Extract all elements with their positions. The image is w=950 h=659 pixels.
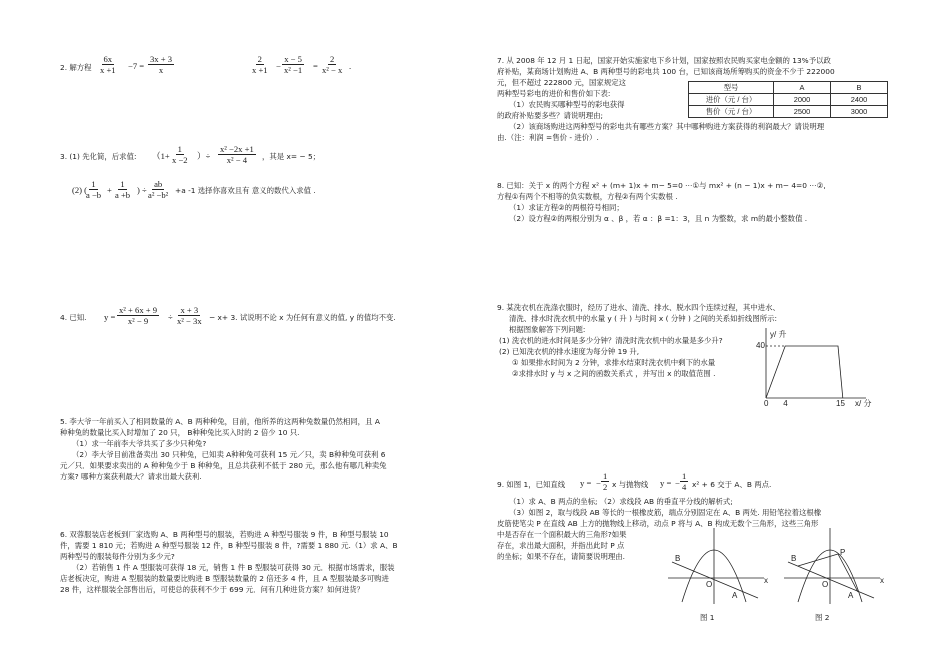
q8-line: 方程①有两个不相等的负实数根，方程②有两个实数根 . <box>497 192 678 201</box>
table-cell: 2400 <box>831 94 888 106</box>
q4-frac1: $\frac{\text{x² + 6x + 9}}{\text{x² − 9}}$ <box>119 305 158 326</box>
label-a: A <box>848 591 854 600</box>
q3-line1-frac2: $\frac{\text{x² −2x +1}}{\text{x² − 4}}$ <box>220 144 254 165</box>
q5-line: （2）李大爷目前准备卖出 30 只种兔，已知卖 A种种兔可获利 15 元／只，卖 B种种兔可获利 6 <box>72 450 386 459</box>
q3-line2-frac2: $\frac{1}{a +b}$ <box>115 179 131 200</box>
q3-line2-plus: + <box>107 185 112 195</box>
q7-line: （1）农民购买哪种型号的彩电获得 <box>509 100 625 109</box>
figure-2 <box>780 526 890 606</box>
label-o: O <box>706 580 713 589</box>
price-table <box>688 81 888 118</box>
segment-pa <box>838 554 858 592</box>
table-cell: 2000 <box>774 94 831 106</box>
q7-line: （2）该商场购进这两种型号的彩电共有哪些方案？其中哪种购进方案获得的利润最大？请说明理 <box>509 122 825 131</box>
q6-line: 6. 双蓉服装店老板到厂家选购 A、B 两种型号的服装，若购进 A 种型号服装 9 件，B 种型号服装 10 <box>60 530 389 539</box>
table-header-cell: B <box>831 82 888 94</box>
q7-line: 7. 从 2008 年 12 月 1 日起，国家开始实施家电下乡计划，国家按照农民购买家电金额的 13%予以政 <box>497 56 831 65</box>
q9w-line: 9. 某洗衣机在洗涤衣服时，经历了进水、清洗、排水、脱水四个连续过程，其中进水、 <box>497 303 780 312</box>
q8-line: 8. 已知：关于 x 的两个方程 x² + (m+ 1)x + m− 5=0 ⋯①与 mx² + (n − 1)x + m− 4=0 ⋯②, <box>497 181 826 190</box>
q9p-parab-frac: $\frac{1}{4}$ <box>682 471 687 492</box>
label-a: A <box>732 591 738 600</box>
table-cell: 进价（元 / 台） <box>689 94 774 106</box>
q9w-line: (1) 洗衣机的进水时间是多少分钟？清洗时洗衣机中的水量是多少升? <box>499 336 723 345</box>
label-b: B <box>791 554 797 563</box>
q9p-line-frac: $\frac{1}{2}$ <box>603 471 608 492</box>
q3-line1-suffix: ，其是 x= − 5； <box>262 152 321 161</box>
x-axis-label: x/ 分 <box>855 399 872 408</box>
table-cell: 2500 <box>774 106 831 118</box>
table-header-cell: 型号 <box>689 82 774 94</box>
q3-line2-div: ) ÷ <box>137 185 147 195</box>
q6-line: （2）若销售 1 件 A 型服装可获得 18 元，销售 1 件 B 型服装可获得 30 元．根据市场需求，服装 <box>72 563 395 572</box>
q5-line: 元／只．如果要求卖出的 A 种种兔少于 B 种种兔，且总共获利不低于 280 元，那么他有哪几种卖兔 <box>60 461 387 470</box>
q3-line2-suffix: +a -1 选择你喜欢且有 意义的数代入求值 . <box>175 186 316 195</box>
q6-line: 件，需要 1 810 元；若购进 A 种型号服装 12 件，B 种型号服装 8 件，?需要 1 880 元.（1）求 A、B <box>60 541 398 550</box>
q2-eq2-frac-c: $\frac{2}{\text{x² − x}}$ <box>322 54 343 75</box>
q9p-parab-sign: − <box>675 478 680 488</box>
q5-line: （1）求一年前李大爷共买了多少只种兔? <box>72 439 207 448</box>
q9w-line: ① 如果排水时间为 2 分钟，求排水结束时洗衣机中剩下的水量 <box>512 358 716 367</box>
q3-line2-frac3: $\frac{ab}{\text{a² −b²}}$ <box>148 179 169 200</box>
q2-label: 2. 解方程 <box>60 63 92 72</box>
q9p-line: 皮筋使笔尖 P 在直线 AB 上方的抛物线上移动，动点 P 将与 A、B 构成无数个三角形，这些三角形 <box>497 519 819 528</box>
y-tick-label: 40 <box>756 341 765 350</box>
label-x: x <box>764 576 768 585</box>
q2-eq2-end: . <box>349 61 352 71</box>
q4-op: ÷ <box>168 312 173 322</box>
q7-line: 由.（注：利润 =售价 - 进价）. <box>497 133 599 142</box>
q8-line: （2）设方程②的两根分别为 α 、β ，若 α ：β =1：3，且 n 为整数，求 m的最小整数值 . <box>509 214 808 223</box>
q9p-line: （3）如图 2，取与线段 AB 等长的一根橡皮筋，端点分别固定在 A、B 两处. 用铅笔拉着这根橡 <box>509 508 822 517</box>
label-o: O <box>822 580 829 589</box>
q2-eq1-frac-rhs: $\frac{3x + 3}{x}$ <box>150 54 173 75</box>
figure-1-caption: 图 1 <box>700 613 715 622</box>
q4-label: 4. 已知. <box>60 313 87 322</box>
q9w-line: 清洗、排水时洗衣机中的水量 y ( 升 ) 与时间 x ( 分钟 ) 之间的关系如折线图所示: <box>509 314 777 323</box>
table-row <box>689 106 888 118</box>
table-header-row <box>689 82 888 94</box>
q7-line: 两种型号彩电的进价和售价如下表: <box>497 89 611 98</box>
q2-eq2-op: − <box>276 61 281 71</box>
q4-suffix: − x+ 3. 试说明不论 x 为任何有意义的值, y 的值均不变. <box>209 313 396 322</box>
q9p-line-sign: − <box>596 478 601 488</box>
q2-eq2-frac-a: $\frac{2}{x +1}$ <box>252 54 268 75</box>
q7-line: 元，但不超过 222800 元，国家规定这 <box>497 78 626 87</box>
q3-line1-frac1: $\frac{1}{x -2}$ <box>172 144 188 165</box>
water-level-line <box>766 346 843 398</box>
q6-line: 28 件，这样服装全部售出后，可使总的获利不少于 699 元．问有几种进货方案？如何进货？ <box>60 585 365 594</box>
q9p-line: 的坐标；如果不存在，请简要说明理由. <box>497 552 625 561</box>
q2-eq2-eq: = <box>313 61 318 71</box>
q7-line: 府补贴，某商场计划购进 A、B 两种型号的彩电共 100 台，已知该商场所筹购买的资金不少于 222000 <box>497 67 835 76</box>
q9w-line: (2) 已知洗衣机的排水速度为每分钟 19 升, <box>499 347 640 356</box>
q3-line2-prefix: (2) ( <box>72 185 88 195</box>
q8-line: （1）求证方程②的两根符号相同； <box>509 203 624 212</box>
q5-line: 5. 李大爷一年前买入了相同数量的 A、B 两种种兔，目前，他所养的这两种兔数量仍然相同，且 A <box>60 417 380 426</box>
q9p-parab-y: y = <box>660 478 672 488</box>
x-tick-label: 15 <box>836 399 845 408</box>
q9p-line-y: y = <box>580 478 592 488</box>
y-axis-label: y/ 升 <box>770 330 787 339</box>
q2-eq1-mid: −7 = <box>128 61 145 71</box>
q6-line: 店老板决定，购进 A 型服装的数量要比购进 B 型服装数量的 2 倍还多 4 件，且 A 型服装最多可购进 <box>60 574 389 583</box>
q9w-line: 根据图象解答下列问题: <box>509 325 586 334</box>
q2-eq1-frac-lhs: $\frac{6x}{x +1}$ <box>100 54 116 75</box>
q5-line: 方案? 哪种方案获利最大？请求出最大获利. <box>60 472 202 481</box>
q5-line: 种种兔的数量比买入时增加了 20 只， B种种兔比买入时的 2 倍少 10 只. <box>60 428 300 437</box>
q9w-line: ②求排水时 y 与 x 之间的函数关系式 ，并写出 x 的取值范围 . <box>512 369 716 378</box>
q9p-line: 存在，求出最大面积，并指出此时 P 点 <box>497 541 625 550</box>
q9p-parab-x: x² + 6 交于 A、B 两点. <box>692 480 772 489</box>
q6-line: 两种型号的服装每件分别为多少元? <box>60 552 175 561</box>
table-cell: 售价（元 / 台） <box>689 106 774 118</box>
segment-bp <box>798 554 838 566</box>
label-p: P <box>840 548 846 557</box>
x-tick-label: 4 <box>783 399 788 408</box>
table-row <box>689 94 888 106</box>
table-header-cell: A <box>774 82 831 94</box>
q4-y-eq: y = <box>104 312 116 322</box>
q2-eq2-frac-b: $\frac{x - 5}{\text{x² −1}}$ <box>284 54 303 75</box>
label-b: B <box>675 554 681 563</box>
q9p-label: 9. 如图 1，已知直线 <box>497 480 566 489</box>
label-x: x <box>880 576 884 585</box>
q7-line: 的政府补贴要多些？请说明理由; <box>497 111 603 120</box>
table-cell: 3000 <box>831 106 888 118</box>
water-level-chart <box>756 328 896 408</box>
q3-line1-open: （1+ <box>152 151 170 161</box>
q3-line1-close: ）÷ <box>197 151 211 161</box>
q9p-line: （1）求 A、B 两点的坐标; （2）求线段 AB 的垂直平分线的解析式; <box>509 497 733 506</box>
figure-1 <box>664 526 774 606</box>
q4-frac2: $\frac{x + 3}{\text{x² − 3x}}$ <box>177 305 202 326</box>
q9p-line-x: x 与抛物线 <box>612 480 649 489</box>
figure-2-caption: 图 2 <box>815 613 830 622</box>
q3-line1-label: 3. (1) 先化简，后求值: <box>60 152 137 161</box>
q9p-line: 中是否存在一个面积最大的三角形?如果 <box>497 530 627 539</box>
q3-line2-frac1: $\frac{1}{a -b}$ <box>86 179 102 200</box>
x-tick-label: 0 <box>764 399 769 408</box>
